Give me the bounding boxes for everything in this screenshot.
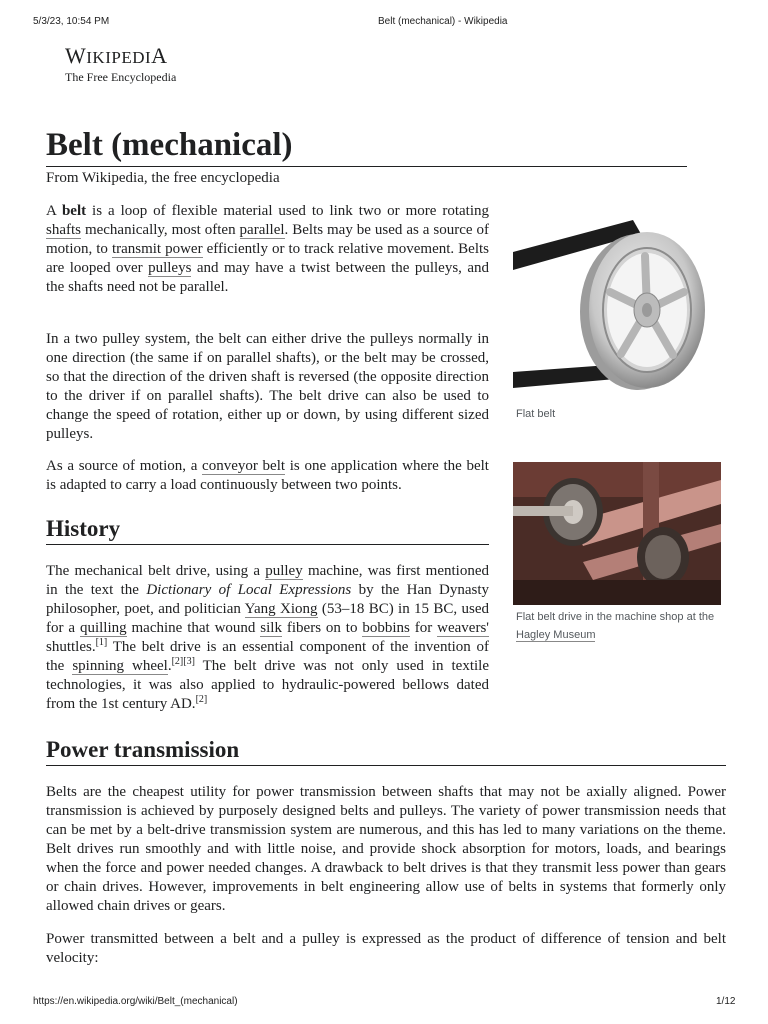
italic-title: Dictionary of Local Expressions [146, 582, 352, 598]
intro-paragraph-3 [46, 457, 489, 495]
text: is a loop of flexible material used to link two or more rotating [86, 203, 489, 219]
link-transmit-power[interactable]: transmit power [111, 241, 203, 257]
text: shuttles. [46, 639, 96, 655]
text: The mechanical belt drive, using a [46, 563, 266, 579]
power-paragraph-1: Belts are the cheapest utility for power transmission between shafts that may not be axially aligned. Power transmission is achieved by purposely designed belts and pulleys. The variety of power transmission needs that can be met by a belt-drive transmission system are numerous, and this has led to many variations on the theme. Belt drives run smoothly and with little noise, and provide shock absorption for motors, loads, and bearings when the force and power needed changes. A drawback to belt drives is that they transmit less power than gears or chain drives. However, improvements in belt engineering allow use of belts in systems that formerly only allowed chain drives or gears. [46, 784, 726, 914]
text: . Belts may be used as a source of motion, to [46, 222, 490, 257]
text: The belt drive was not only used in textile technologies, it was also applied to hydraulic-powered bellows dated from the 1st century AD. [46, 658, 489, 712]
bold-term: belt [61, 203, 87, 219]
flat-belt-image[interactable] [513, 214, 706, 402]
text: for [409, 620, 438, 636]
page-title: Belt (mechanical) [46, 124, 687, 167]
print-page-number: 1/12 [716, 996, 736, 1007]
text: by the Han Dynasty philosopher, poet, and politician [46, 582, 490, 617]
link-parallel[interactable]: parallel [239, 222, 285, 238]
link-yang-xiong[interactable]: Yang Xiong [244, 601, 318, 617]
logo-wordmark [65, 44, 176, 70]
print-url: https://en.wikipedia.org/wiki/Belt_(mechanical) [33, 996, 238, 1007]
link-pulleys[interactable]: pulleys [148, 260, 192, 276]
text: The belt drive is an essential component of the invention of the [46, 639, 489, 674]
machine-shop-photo[interactable] [513, 462, 721, 605]
link-quilling[interactable]: quilling [79, 620, 127, 636]
intro-paragraph-1 [46, 202, 489, 297]
link-conveyor-belt[interactable]: conveyor belt [202, 458, 286, 474]
wikipedia-logo[interactable] [65, 44, 176, 84]
text: is one application where the belt is adapted to carry a load continuously between two points. [46, 458, 489, 493]
link-shafts[interactable]: shafts [46, 222, 81, 238]
link-spinning-wheel[interactable]: spinning wheel [72, 658, 168, 674]
print-datetime: 5/3/23, 10:54 PM [33, 16, 110, 27]
citation-ref[interactable]: [3] [183, 656, 195, 667]
text: . [167, 658, 172, 674]
logo-letter-a: A [151, 43, 168, 68]
power-paragraph-2: Power transmitted between a belt and a pulley is expressed as the product of difference of tension and belt velocity: [46, 931, 726, 966]
text: machine, was first mentioned in the text the [46, 563, 489, 598]
history-paragraph [46, 562, 489, 714]
text: As a source of motion, a [46, 458, 203, 474]
text: and may have a twist between the pulleys, and the shafts need not be parallel. [46, 260, 489, 295]
flat-belt-caption: Flat belt [516, 408, 556, 420]
logo-tagline: The Free Encyclopedia [65, 70, 177, 84]
link-silk[interactable]: silk [260, 620, 282, 636]
flat-belt-illustration [513, 214, 706, 402]
link-bobbins[interactable]: bobbins [362, 620, 410, 636]
machine-shop-caption [516, 608, 716, 644]
from-wikipedia-line: From Wikipedia, the free encyclopedia [46, 170, 280, 186]
machine-shop-photo-illustration [513, 462, 721, 605]
text: (53–18 BC) in 15 BC, used for a [46, 601, 489, 636]
intro-paragraph-2: In a two pulley system, the belt can either drive the pulleys normally in one direction (the same if on parallel shafts), or the belt may be crossed, so that the direction of the driven shaft is reversed (the opposite direction to the driver if on parallel shafts). The belt drive can also be used to change the speed of rotation, either up or down, by using different sized pulleys. [46, 331, 489, 442]
text: fibers on to [281, 620, 363, 636]
logo-letter-w: W [65, 43, 87, 68]
history-heading: History [46, 514, 489, 545]
citation-ref[interactable]: [2] [171, 656, 184, 667]
citation-ref[interactable]: [2] [195, 694, 208, 705]
text: mechanically, most often [81, 222, 240, 238]
text: efficiently or to track relative movement. Belts are looped over [46, 241, 489, 276]
text: machine that wound [126, 620, 261, 636]
logo-letters-middle: IKIPEDI [86, 48, 152, 67]
link-pulley[interactable]: pulley [265, 563, 303, 579]
citation-ref[interactable]: [1] [95, 637, 108, 648]
print-page-title: Belt (mechanical) - Wikipedia [378, 16, 508, 27]
text: Flat belt drive in the machine shop at the [516, 611, 715, 623]
power-transmission-heading: Power transmission [46, 735, 726, 766]
link-weavers[interactable]: weavers' [437, 620, 489, 636]
text: A [46, 203, 62, 219]
link-hagley-museum[interactable]: Hagley Museum [516, 629, 596, 641]
